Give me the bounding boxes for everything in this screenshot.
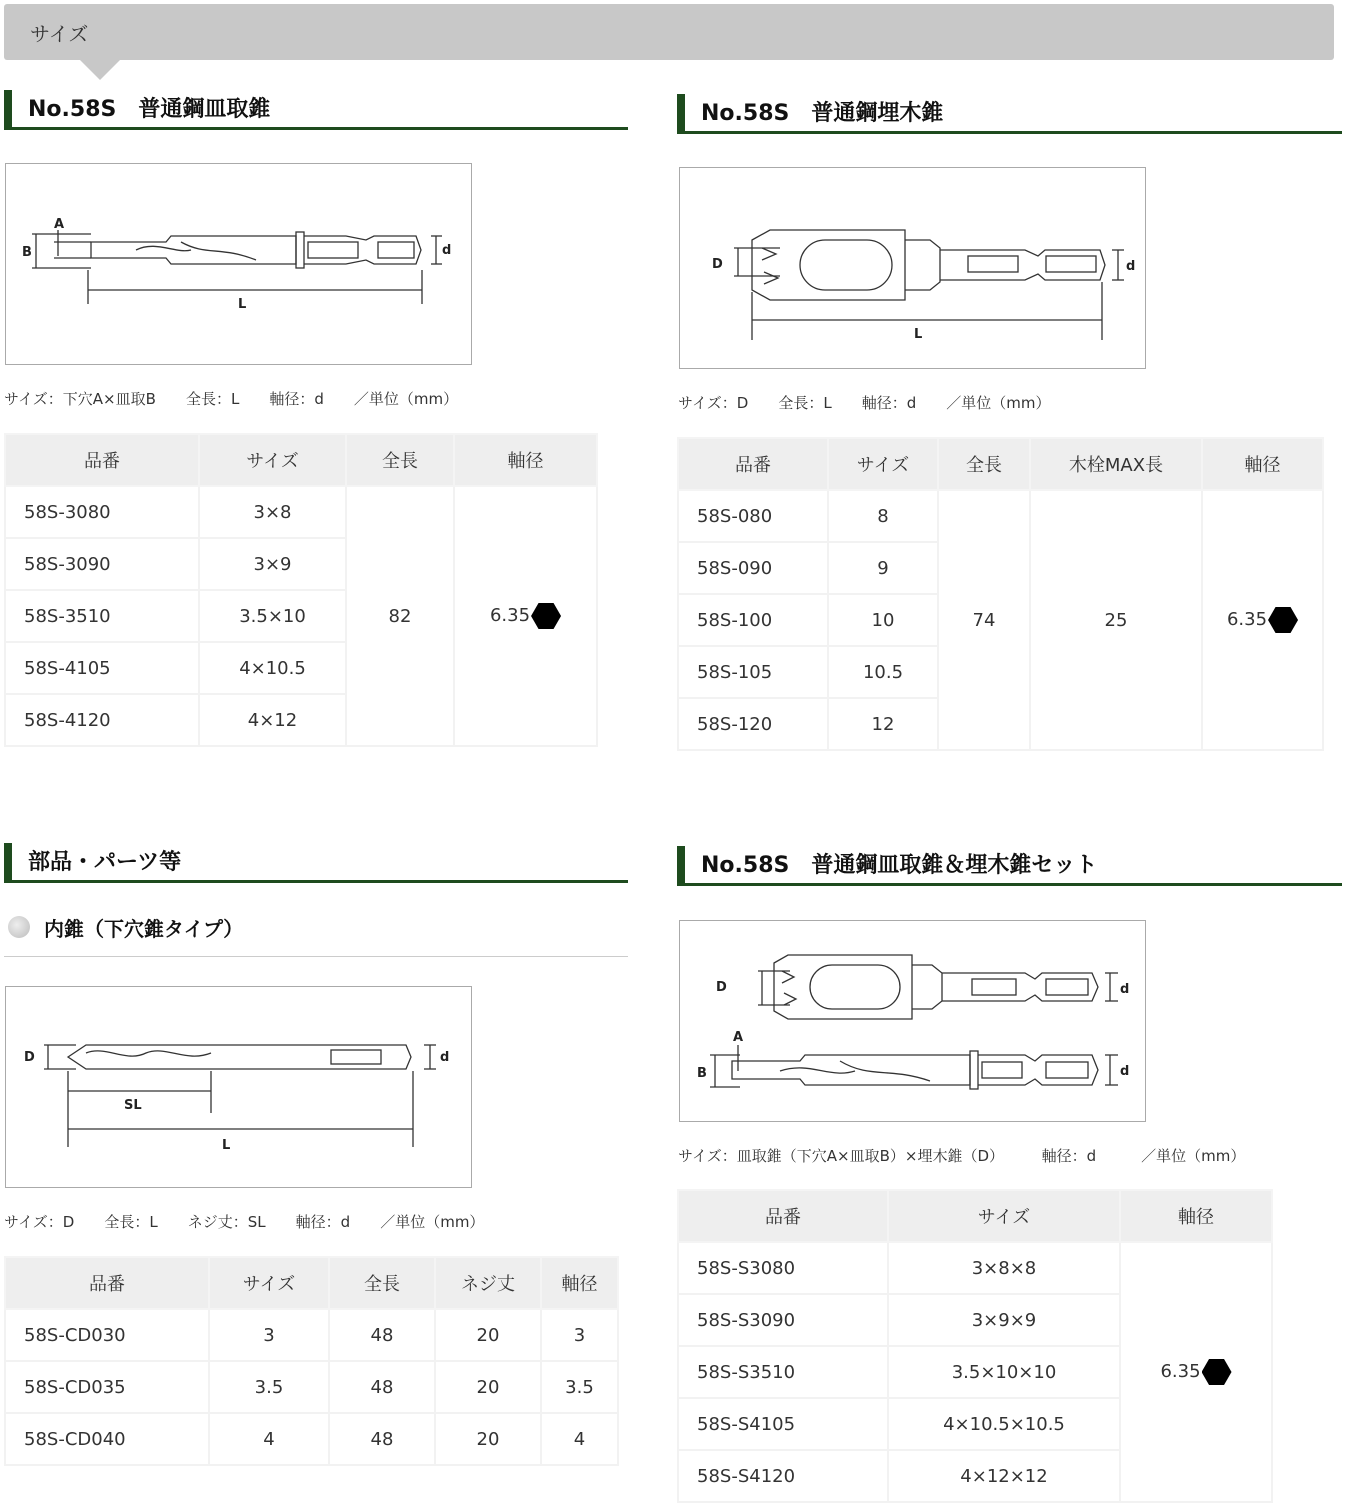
plug-cutter-diagram [679,167,1146,369]
parts-table [4,1256,619,1466]
col-header: サイズ [828,438,938,490]
size-cell: 12 [828,698,938,750]
size-cell: 4×10.5×10.5 [888,1398,1120,1450]
parts-heading [4,843,628,883]
table-row [5,1309,618,1361]
size-cell: 3×8 [199,486,346,538]
part-number: 58S-080 [678,490,828,542]
set-caption [678,1145,1245,1166]
parts-heading-text: 部品・パーツ等 [28,850,182,875]
parts-subheading-text: 内錐（下穴錐タイプ） [44,917,244,941]
col-header: 軸径 [1120,1190,1272,1242]
size-cell: 10 [828,594,938,646]
length-cell: 74 [938,490,1030,750]
set-diagram [679,920,1146,1122]
table-header-row [5,1257,618,1309]
shaft-cell: 3 [541,1309,618,1361]
col-header: 品番 [678,1190,888,1242]
label-a: A [733,1030,744,1045]
shaft-cell [1202,490,1323,750]
table-header-row [678,438,1323,490]
caption-shaft: 軸径：d [295,1213,351,1231]
caption-length: 全長：L [778,394,832,412]
label-d: d [442,243,452,258]
label-d-big: D [716,980,727,995]
parts-subheading [4,910,628,957]
countersink-heading-text: No.58S 普通鋼皿取錐 [28,97,271,122]
size-cell: 3×8×8 [888,1242,1120,1294]
plug-cutter-drawing [680,168,1145,368]
size-cell: 9 [828,542,938,594]
col-header: 全長 [329,1257,435,1309]
size-cell: 8 [828,490,938,542]
countersink-diagram [5,163,472,365]
shaft-value: 6.35 [1226,609,1268,630]
table-row [5,486,597,538]
shaft-cell [1120,1242,1272,1502]
caption-unit: ／単位（mm） [1141,1147,1246,1165]
label-d-big: D [24,1050,35,1065]
table-row [678,490,1323,542]
part-number: 58S-CD040 [5,1413,209,1465]
col-header: 全長 [938,438,1030,490]
caption-shaft: 軸径：d [861,394,917,412]
caption-shaft: 軸径：d [1041,1147,1097,1165]
part-number: 58S-CD035 [5,1361,209,1413]
size-cell: 4×12×12 [888,1450,1120,1502]
label-d-top: d [1120,982,1130,997]
parts-drawing [6,987,471,1187]
caption-size: サイズ：下穴A×皿取B [4,390,156,408]
section-tab-bar [4,4,1334,60]
size-cell: 3.5×10×10 [888,1346,1120,1398]
label-l: L [238,297,247,312]
col-header: 軸径 [1202,438,1323,490]
col-header: 軸径 [541,1257,618,1309]
hexagon-icon [1202,1359,1232,1385]
size-cell: 3.5 [209,1361,329,1413]
size-cell: 3 [209,1309,329,1361]
plug-cutter-heading [677,94,1342,134]
shaft-value: 6.35 [1160,1361,1201,1382]
part-number: 58S-4105 [5,642,199,694]
caption-thread: ネジ丈：SL [187,1213,266,1231]
set-drawing [680,921,1145,1121]
countersink-table [4,433,598,747]
label-b: B [697,1066,707,1081]
plug-cutter-table [677,437,1324,751]
col-header: サイズ [209,1257,329,1309]
countersink-caption [4,388,458,409]
bullet-icon [8,916,30,938]
col-header: サイズ [199,434,346,486]
col-header: 全長 [346,434,454,486]
part-number: 58S-CD030 [5,1309,209,1361]
size-cell: 4 [209,1413,329,1465]
shaft-cell: 3.5 [541,1361,618,1413]
col-header: ネジ丈 [435,1257,541,1309]
length-cell: 48 [329,1413,435,1465]
part-number: 58S-3090 [5,538,199,590]
shaft-cell [454,486,597,746]
caption-size: サイズ：D [678,394,749,412]
table-row [678,1242,1272,1294]
label-l: L [222,1138,231,1153]
shaft-cell: 4 [541,1413,618,1465]
table-header-row [678,1190,1272,1242]
part-number: 58S-090 [678,542,828,594]
part-number: 58S-S3510 [678,1346,888,1398]
part-number: 58S-120 [678,698,828,750]
caption-unit: ／単位（mm） [353,390,459,408]
label-a: A [54,217,65,232]
caption-length: 全長：L [185,390,240,408]
part-number: 58S-S3090 [678,1294,888,1346]
size-cell: 4×10.5 [199,642,346,694]
col-header: 木栓MAX長 [1030,438,1202,490]
table-row [5,1361,618,1413]
part-number: 58S-S3080 [678,1242,888,1294]
caption-size: サイズ：皿取錐（下穴A×皿取B）×埋木錐（D） [678,1147,997,1165]
label-sl: SL [124,1098,142,1113]
plug-cutter-heading-text: No.58S 普通鋼埋木錐 [701,101,944,126]
size-cell: 4×12 [199,694,346,746]
label-d: d [1126,259,1136,274]
label-b: B [22,245,32,260]
part-number: 58S-100 [678,594,828,646]
col-header: 品番 [5,434,199,486]
table-header-row [5,434,597,486]
size-cell: 10.5 [828,646,938,698]
col-header: 品番 [678,438,828,490]
set-heading [677,846,1342,886]
parts-diagram [5,986,472,1188]
part-number: 58S-3510 [5,590,199,642]
col-header: 品番 [5,1257,209,1309]
part-number: 58S-3080 [5,486,199,538]
part-number: 58S-S4120 [678,1450,888,1502]
caption-length: 全長：L [104,1213,158,1231]
hexagon-icon [531,603,561,629]
plug-cutter-caption [678,392,1051,413]
label-d-bottom: d [1120,1064,1130,1079]
set-heading-text: No.58S 普通鋼皿取錐＆埋木錐セット [701,853,1098,878]
length-cell: 82 [346,486,454,746]
thread-cell: 20 [435,1361,541,1413]
size-cell: 3.5×10 [199,590,346,642]
countersink-drawing [6,164,471,364]
tab-pointer-arrow [80,60,120,80]
caption-unit: ／単位（mm） [380,1213,485,1231]
part-number: 58S-4120 [5,694,199,746]
max-plug-cell: 25 [1030,490,1202,750]
size-cell: 3×9 [199,538,346,590]
length-cell: 48 [329,1361,435,1413]
parts-caption [4,1211,484,1232]
table-row [5,1413,618,1465]
shaft-value: 6.35 [489,605,531,626]
thread-cell: 20 [435,1413,541,1465]
countersink-heading [4,90,628,130]
caption-unit: ／単位（mm） [946,394,1051,412]
caption-shaft: 軸径：d [269,390,324,408]
thread-cell: 20 [435,1309,541,1361]
hexagon-icon [1268,607,1298,633]
col-header: 軸径 [454,434,597,486]
part-number: 58S-S4105 [678,1398,888,1450]
label-d-big: D [712,257,723,272]
length-cell: 48 [329,1309,435,1361]
label-d: d [440,1050,450,1065]
caption-size: サイズ：D [4,1213,75,1231]
part-number: 58S-105 [678,646,828,698]
set-table [677,1189,1273,1503]
size-cell: 3×9×9 [888,1294,1120,1346]
col-header: サイズ [888,1190,1120,1242]
label-l: L [914,327,923,342]
section-tab-label: サイズ [30,22,89,46]
